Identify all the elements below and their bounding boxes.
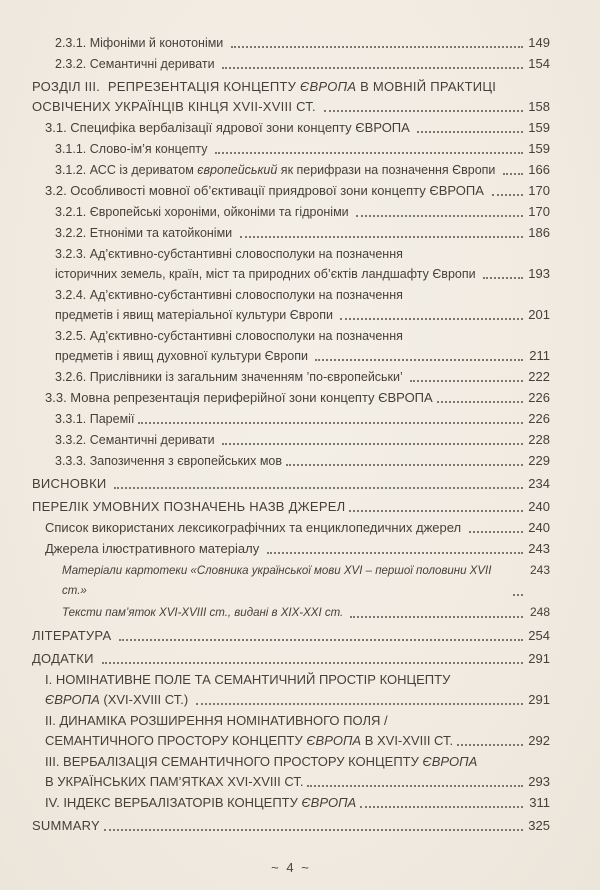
toc-title-italic-segment: ЄВРОПА [306,733,362,748]
toc-page-number: 240 [528,499,550,514]
dot-leader [492,194,523,196]
dot-leader [315,359,523,361]
dot-leader [437,401,523,403]
toc-entry-title [55,160,499,180]
toc-entry-line [45,793,550,813]
toc-entry-line [55,430,550,450]
toc-entry-title [45,181,488,201]
toc-entry-title [55,139,211,159]
dot-leader [417,131,523,133]
toc-page-number: 291 [528,651,550,666]
toc-entry-title [55,54,218,74]
toc-entry-title [45,518,465,538]
toc-title-segment: IV. ІНДЕКС ВЕРБАЛІЗАТОРІВ КОНЦЕПТУ [45,795,302,810]
toc-title-segment: 3.2.6. Прислівники із загальним значенням ’по-європейськи’ [55,370,406,384]
toc-title-segment: 3.2.1. Європейські хороніми, ойконіми та гідроніми [55,205,353,219]
toc-page-number: 154 [528,56,550,71]
toc-title-segment: 3.3. Мовна репрезентація периферійної зони концепту ЄВРОПА [45,390,433,405]
toc-title-segment: В МОВНІЙ ПРАКТИЦІ [356,79,497,94]
toc-entry-line [32,97,550,117]
toc-entry-line [45,752,550,772]
toc-page-number: 254 [528,628,550,643]
dot-leader [215,152,523,154]
dot-leader [240,236,523,238]
toc-entry-title [55,430,218,450]
toc-entry [32,560,550,601]
dot-leader [483,277,523,279]
dot-leader [307,785,523,787]
dot-leader [410,380,523,382]
toc-title-segment: III. ВЕРБАЛІЗАЦІЯ СЕМАНТИЧНОГО ПРОСТОРУ КОНЦЕПТУ [45,754,423,769]
toc-entry [32,223,550,243]
toc-entry-line [55,33,550,53]
table-of-contents [32,33,550,836]
toc-entry-line [32,497,550,517]
toc-entry [32,539,550,559]
toc-page-number: 293 [528,774,550,789]
toc-entry-line [45,388,550,408]
toc-title-segment: 3.2.4. Ад’єктивно-субстантивні словосполуки на позначення [55,288,403,302]
toc-entry [32,326,550,366]
toc-title-segment: В УКРАЇНСЬКИХ ПАМ’ЯТКАХ XVI-XVIII СТ. [45,774,304,789]
toc-page-number: 186 [528,225,550,240]
toc-entry-title [32,77,496,97]
toc-entry-line [32,474,550,494]
toc-entry [32,160,550,180]
toc-entry-line [45,690,550,710]
toc-entry-title [55,33,227,53]
toc-entry-title [32,649,98,669]
dot-leader [104,829,523,831]
toc-entry-line [32,816,550,836]
toc-title-segment: ОСВІЧЕНИХ УКРАЇНЦІВ КІНЦЯ XVII-XVIII СТ. [32,99,320,114]
toc-entry-line [55,305,550,325]
toc-page-number: 149 [528,35,550,50]
toc-entry [32,202,550,222]
toc-title-segment: II. ДИНАМІКА РОЗШИРЕННЯ НОМІНАТИВНОГО ПОЛЯ / [45,713,388,728]
toc-entry-title [45,118,413,138]
toc-entry [32,518,550,538]
toc-page-number: 193 [528,266,550,281]
toc-entry-line [32,649,550,669]
toc-title-segment: ЛІТЕРАТУРА [32,628,116,643]
toc-entry-title [55,451,282,471]
toc-entry-line [45,118,550,138]
toc-entry [32,497,550,517]
toc-title-segment: Джерела ілюстративного матеріалу [45,541,263,556]
toc-title-segment: 3.2. Особливості мовної об’єктивації приядрової зони концепту ЄВРОПА [45,183,488,198]
toc-entry [32,388,550,408]
toc-entry [32,430,550,450]
toc-entry [32,451,550,471]
toc-title-segment: 3.2.3. Ад’єктивно-субстантивні словосполуки на позначення [55,247,403,261]
toc-entry-title [55,409,134,429]
toc-title-segment: СЕМАНТИЧНОГО ПРОСТОРУ КОНЦЕПТУ [45,733,307,748]
toc-page-number: 228 [528,432,550,447]
toc-entry-line [55,202,550,222]
toc-title-segment: 2.3.2. Семантичні деривати [55,57,219,71]
dot-leader [469,531,523,533]
toc-entry-line [62,560,550,601]
toc-entry-title [45,793,356,813]
toc-title-segment: РОЗДІЛ III. РЕПРЕЗЕНТАЦІЯ КОНЦЕПТУ [32,79,301,94]
toc-entry [32,33,550,53]
toc-entry-line [55,244,550,264]
toc-entry-line [45,539,550,559]
toc-title-segment: 3.2.2. Етноніми та катойконіми [55,226,236,240]
toc-entry-line [55,367,550,387]
toc-entry [32,793,550,813]
toc-entry-title [32,497,345,517]
toc-entry [32,77,550,117]
toc-page-number: 229 [528,453,550,468]
toc-entry-title [55,326,403,346]
toc-title-segment: 3.1. Специфіка вербалізації ядрової зони концепту ЄВРОПА [45,120,414,135]
toc-title-segment: ПЕРЕЛІК УМОВНИХ ПОЗНАЧЕНЬ НАЗВ ДЖЕРЕЛ [32,499,346,514]
toc-entry-line [55,264,550,284]
toc-entry-title [45,711,388,731]
toc-title-italic-segment: ЄВРОПА [300,79,357,94]
toc-page-number: 166 [528,162,550,177]
toc-title-italic-segment: ЄВРОПА [45,692,100,707]
toc-entry-title [55,264,479,284]
toc-entry-line [45,772,550,792]
toc-entry-title [32,816,100,836]
toc-entry-title [55,305,336,325]
toc-entry-line [45,670,550,690]
toc-title-segment: SUMMARY [32,818,100,833]
toc-entry [32,602,550,623]
toc-entry-title [45,752,477,772]
toc-entry-title [45,690,192,710]
toc-entry [32,118,550,138]
toc-page-number: 159 [528,120,550,135]
toc-title-segment: 3.1.2. АСС із дериватом [55,163,198,177]
toc-entry-line [55,285,550,305]
toc-page-number: 325 [528,818,550,833]
toc-page-number: 291 [528,692,550,707]
toc-title-segment: ДОДАТКИ [32,651,98,666]
toc-entry-line [32,626,550,646]
toc-entry [32,670,550,710]
toc-title-segment: як перифрази на позначення Європи [277,163,499,177]
toc-title-segment: 3.3.1. Паремії [55,412,135,426]
toc-page-number: 222 [528,369,550,384]
toc-title-segment: ВИСНОВКИ [32,476,111,491]
toc-page-number: 159 [528,141,550,156]
toc-title-segment: Матеріали картотеки «Словника української мови XVI – першої половини XVII ст.» [62,565,495,597]
toc-entry-title [32,626,115,646]
toc-entry-title [62,561,509,601]
dot-leader [119,639,523,641]
toc-title-segment: Список використаних лексикографічних та енциклопедичних джерел [45,520,465,535]
toc-page-number: 211 [529,348,550,363]
toc-entry-line [45,518,550,538]
toc-page-number: 170 [528,183,550,198]
toc-entry [32,54,550,74]
toc-entry-title [55,244,403,264]
toc-entry [32,816,550,836]
dot-leader [222,67,523,69]
toc-entry [32,367,550,387]
toc-title-segment: I. НОМІНАТИВНЕ ПОЛЕ ТА СЕМАНТИЧНИЙ ПРОСТІР КОНЦЕПТУ [45,672,451,687]
toc-entry-line [55,326,550,346]
dot-leader [267,552,523,554]
toc-page-number: 226 [528,411,550,426]
toc-title-segment: (XVI-XVIII СТ.) [99,692,192,707]
toc-page-number: 243 [529,563,550,577]
toc-entry-title [32,97,320,117]
toc-page-number: 243 [528,541,550,556]
dot-leader [356,215,523,217]
toc-entry-line [55,54,550,74]
toc-entry-title [55,367,406,387]
toc-entry-title [55,223,236,243]
dot-leader [340,318,523,320]
toc-title-segment: 3.1.1. Слово-ім’я концепту [55,142,211,156]
toc-entry [32,139,550,159]
dot-leader [222,443,523,445]
toc-entry-title [32,474,110,494]
toc-entry-line [45,731,550,751]
page-number: ~ 4 ~ [271,860,311,875]
toc-entry [32,649,550,669]
toc-entry-title [55,285,403,305]
dot-leader [286,464,523,466]
dot-leader [360,806,523,808]
toc-page-number: 234 [528,476,550,491]
toc-entry-title [45,388,433,408]
toc-page-number: 226 [528,390,550,405]
toc-title-segment: 3.3.2. Семантичні деривати [55,433,219,447]
toc-title-segment: 2.3.1. Міфоніми й конотоніми [55,36,227,50]
toc-page-number: 292 [528,733,550,748]
toc-entry-title [45,539,263,559]
toc-entry-line [55,346,550,366]
toc-entry-line [55,409,550,429]
dot-leader [231,46,523,48]
toc-entry-title [55,202,352,222]
toc-entry [32,752,550,792]
toc-title-italic-segment: ЄВРОПА [422,754,478,769]
toc-page-number: 248 [529,605,550,619]
toc-page-number: 158 [528,99,550,114]
dot-leader [196,703,523,705]
dot-leader [114,487,523,489]
toc-entry-line [55,160,550,180]
toc-entry-line [62,602,550,623]
toc-title-italic-segment: ЄВРОПА [301,795,357,810]
toc-title-italic-segment: європейський [197,163,278,177]
toc-entry-title [45,772,303,792]
toc-entry [32,244,550,284]
toc-title-segment: В XVI-XVIII СТ. [361,733,454,748]
toc-entry-title [62,603,346,623]
toc-entry-line [32,77,550,97]
toc-title-segment: предметів і явищ матеріальної культури Європи [55,308,337,322]
toc-entry-line [55,139,550,159]
toc-page-number: 201 [528,307,550,322]
toc-entry [32,181,550,201]
toc-entry-title [45,670,450,690]
toc-entry-line [55,451,550,471]
toc-page-number: 170 [528,204,550,219]
dot-leader [503,173,523,175]
dot-leader [324,110,523,112]
toc-entry [32,626,550,646]
dot-leader [350,616,523,618]
toc-title-segment: історичних земель, країн, міст та природних об’єктів ландшафту Європи [55,267,480,281]
toc-title-segment: Тексти пам’яток XVI-XVIII ст., видані в XIX-XXI ст. [62,607,347,619]
toc-page-number: 311 [529,795,550,810]
dot-leader [457,744,523,746]
dot-leader [349,510,523,512]
toc-entry-line [55,223,550,243]
toc-entry [32,285,550,325]
toc-entry [32,474,550,494]
dot-leader [102,662,523,664]
dot-leader [138,422,523,424]
toc-page-number: 240 [528,520,550,535]
toc-entry-line [45,711,550,731]
toc-title-segment: предметів і явищ духовної культури Європи [55,349,312,363]
toc-title-segment: 3.2.5. Ад’єктивно-субстантивні словосполуки на позначення [55,329,403,343]
toc-entry-title [55,346,311,366]
toc-title-segment: 3.3.3. Запозичення з європейських мов [55,454,283,468]
toc-entry-line [45,181,550,201]
dot-leader [513,594,523,596]
toc-entry [32,409,550,429]
toc-entry-title [45,731,453,751]
toc-entry [32,711,550,751]
